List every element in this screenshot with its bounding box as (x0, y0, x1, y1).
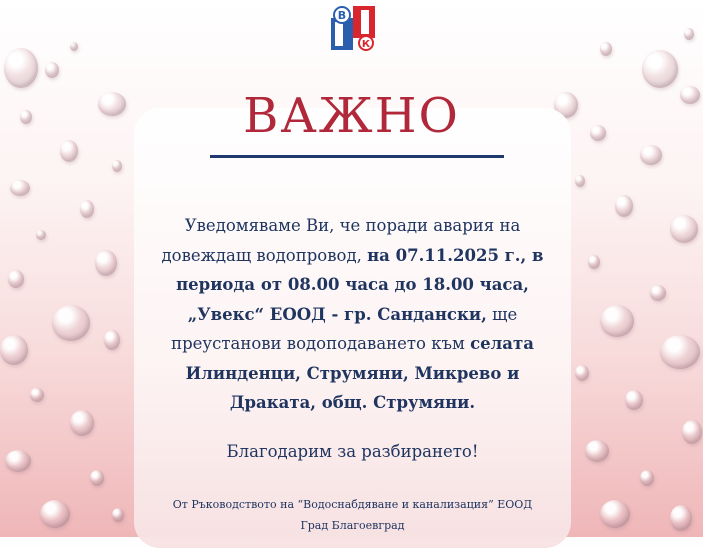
notice-action: ще преустанови водоподаването към (171, 304, 518, 353)
notice-intro: Уведомяваме Ви, че поради авария на довеждащ водопровод, (161, 216, 521, 265)
thanks-text: Благодарим за разбирането! (226, 442, 479, 461)
footer-signature (145, 494, 560, 536)
notice-villages: селата Илинденци, Струмяни, Микрево и Драката, общ. Струмяни. (185, 334, 534, 412)
company-logo (329, 4, 377, 52)
footer-line-1: От Ръководството на “Водоснабдяване и канализация” ЕООД (172, 498, 533, 511)
logo-letter-top: В (337, 9, 347, 22)
notice-company: „Увекс“ ЕООД - гр. Сандански, (187, 304, 487, 324)
notice-date-period: на 07.11.2025 г., в периода от 08.00 часа до 18.00 часа, (176, 245, 544, 294)
page-title: ВАЖНО (243, 88, 460, 144)
title-underline (210, 155, 504, 158)
logo-letter-bottom: К (361, 39, 371, 50)
footer-line-2: Град Благоевград (300, 519, 405, 532)
notice-body (150, 211, 555, 418)
